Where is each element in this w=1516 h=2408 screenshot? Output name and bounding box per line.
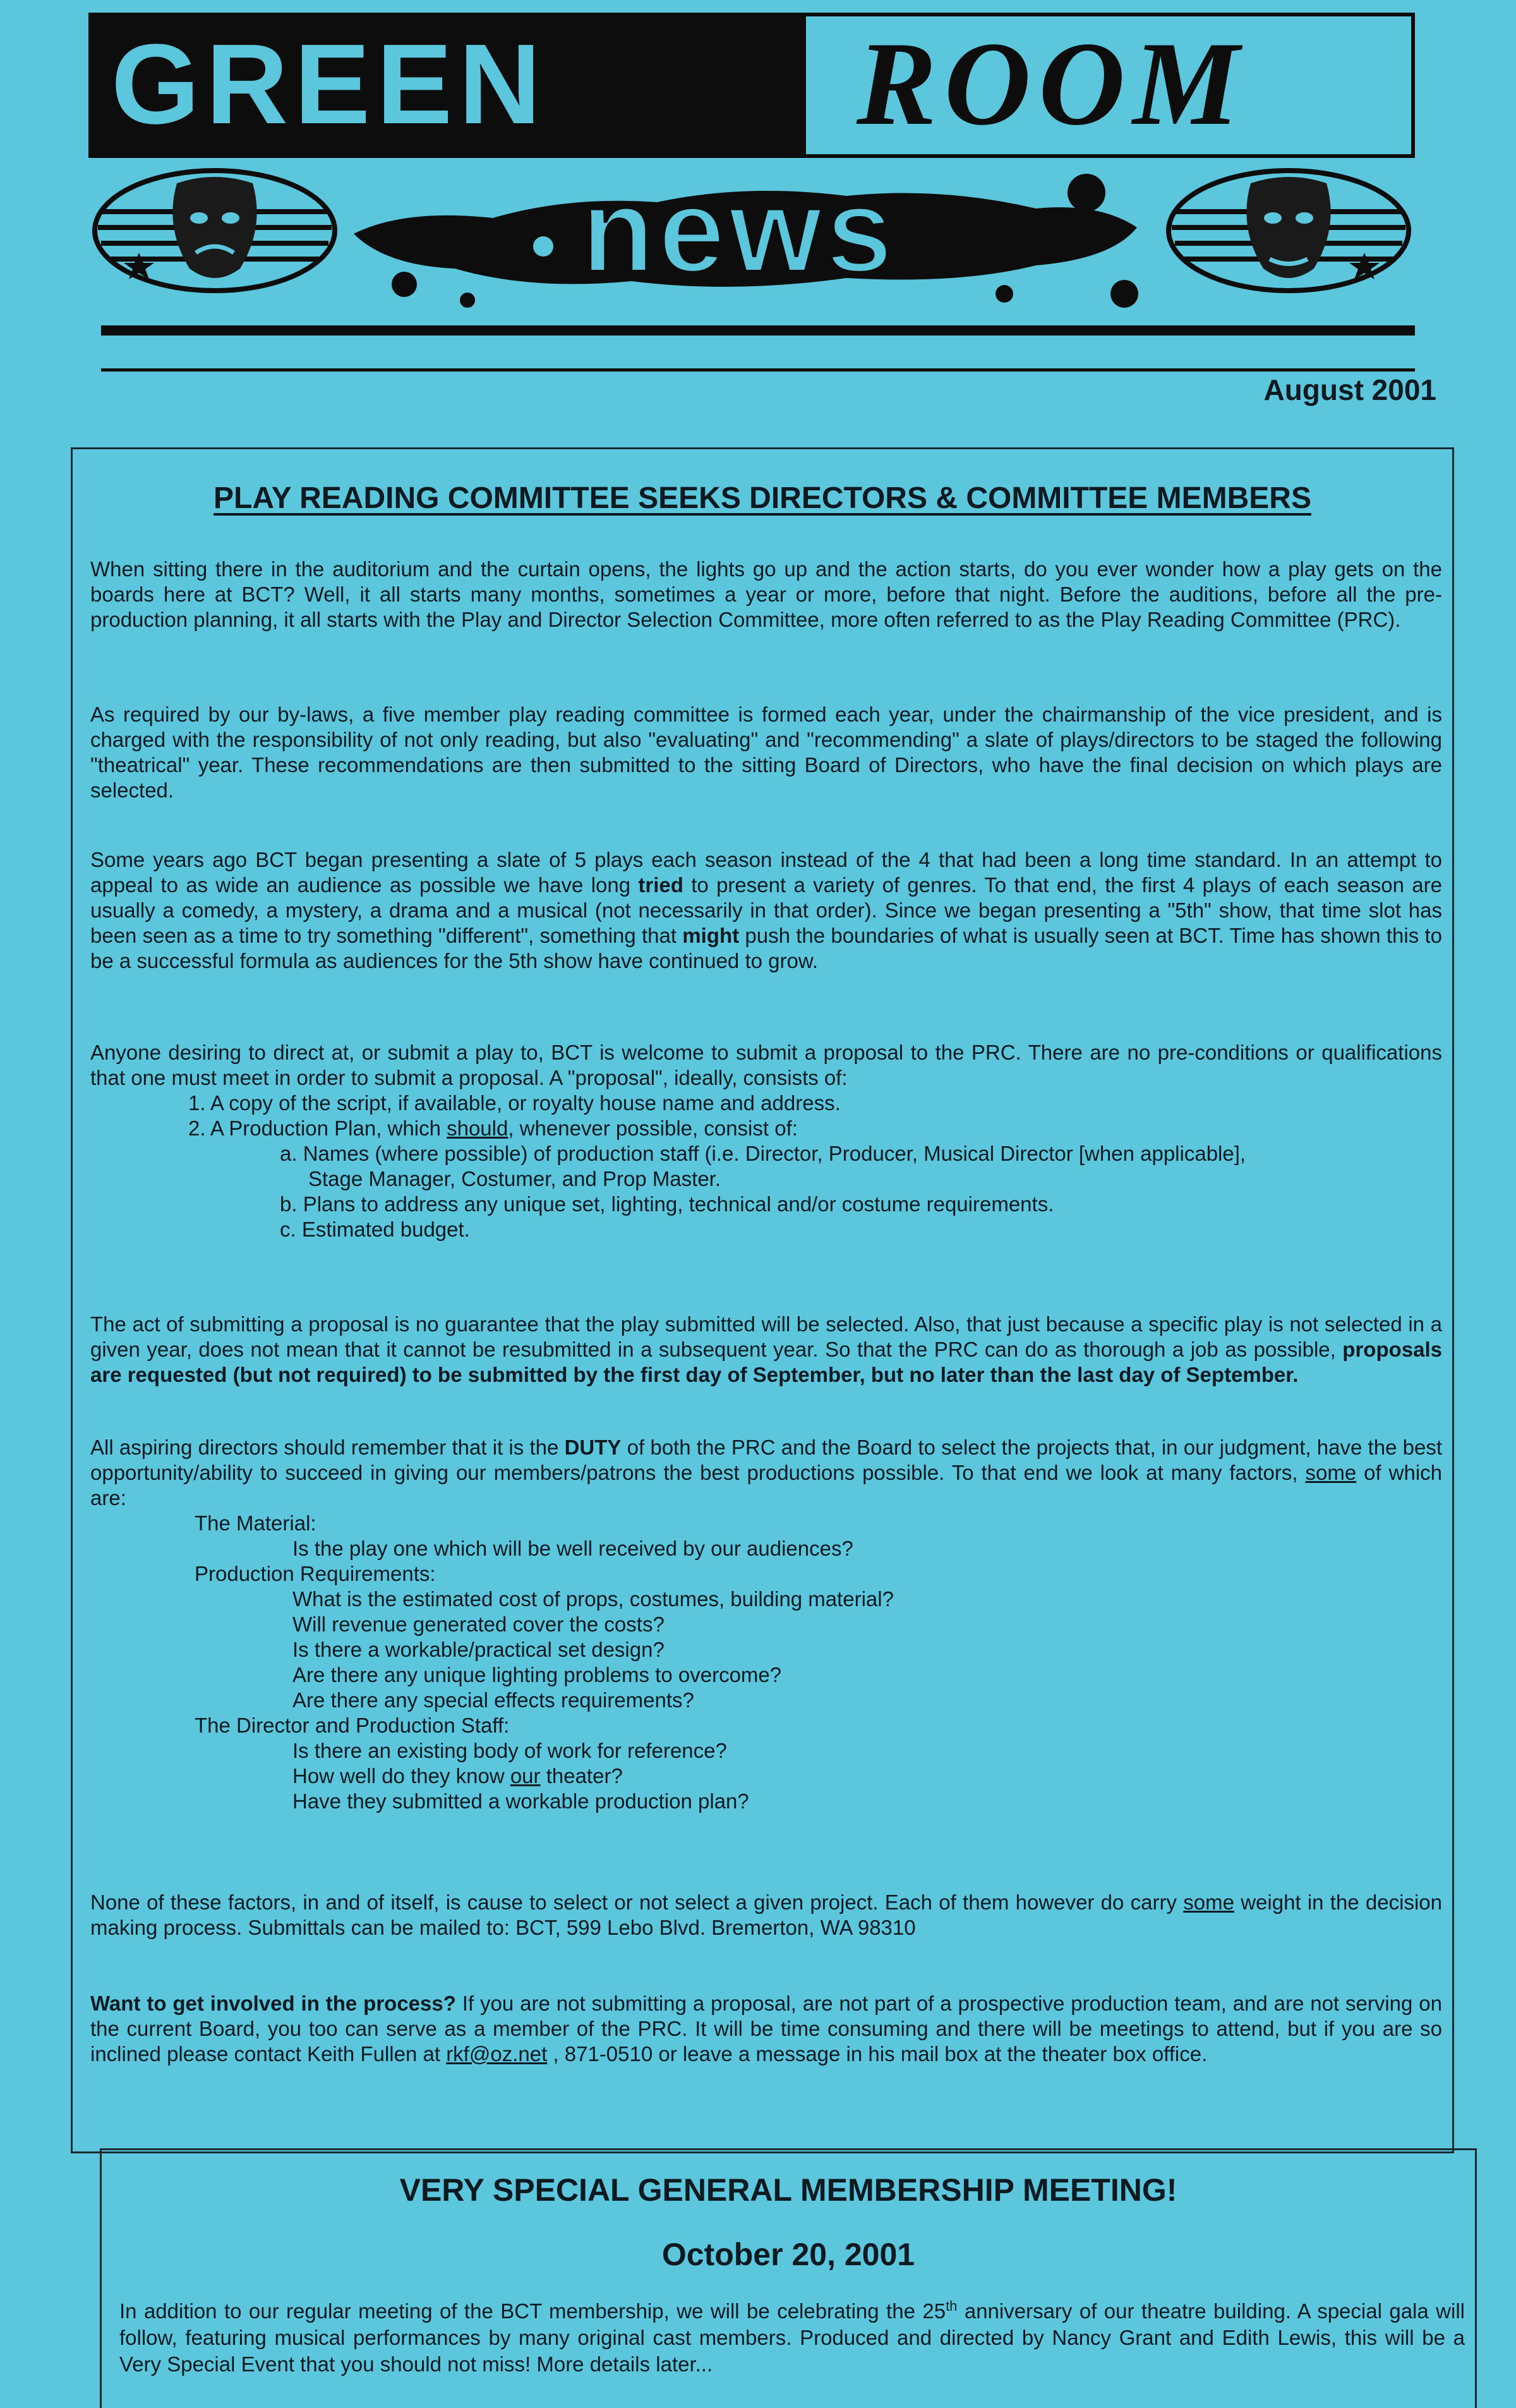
article1-headline: PLAY READING COMMITTEE SEEKS DIRECTORS & COMMITTEE MEMBERS	[214, 481, 1311, 515]
masthead-rule-thin	[101, 368, 1415, 372]
article1-paragraph-4: Anyone desiring to direct at, or submit a play to, BCT is welcome to submit a proposal to the PRC. There are no pre-conditions or qualifications that one must meet in order to submit a proposal. A "proposal", ideally, consists of: 1. A copy of the script, if available, or royalty house name and address. 2. A Production Plan, which should, whenever possible, consist of: a. Names (where possible) of production staff (i.e. Director, Producer, Musical Director [when applicable], Stage Manager, Costumer, and Prop Master. b. Plans to address any unique set, lighting, technical and/or costume requirements. c. Estimated budget.	[90, 1041, 1442, 1241]
proposal-item-2a: a. Names (where possible) of production staff (i.e. Director, Producer, Musical Director [when applicable],	[280, 1142, 1246, 1165]
factor-label-production: Production Requirements:	[195, 1562, 436, 1585]
masthead-word-green: GREEN	[111, 21, 548, 148]
factor-label-material: The Material:	[195, 1511, 316, 1535]
article-membership-meeting	[100, 2148, 1477, 2408]
theatre-masks-icon-right	[1169, 171, 1409, 291]
article1-paragraph-1: When sitting there in the auditorium and the curtain opens, the lights go up and the action starts, do you ever wonder how a play gets on the boards here at BCT? Well, it all starts many months, sometimes a year or more, before that night. Before the auditions, before all the pre-production planning, it all starts with the Play and Director Selection Committee, more often referred to as the Play Reading Committee (PRC).	[90, 557, 1442, 631]
masthead-rule-thick	[101, 325, 1415, 336]
article1-paragraph-8: Want to get involved in the process? If you are not submitting a proposal, are not part of a prospective production team, and are not serving on the current Board, you too can serve as a member of the PRC. It will be time consuming and there will be meetings to attend, but if you are so inclined please contact Keith Fullen at rkf@oz.net , 871-0510 or leave a message in his mail box at the theater box office.	[90, 1992, 1442, 2066]
article1-paragraph-6: All aspiring directors should remember that it is the DUTY of both the PRC and the Board to select the projects that, in our judgment, have the best opportunity/ability to succeed in giving our members/patrons the best productions possible. To that end we look at many factors, some of which are: The Material: Is the play one which will be well received by our audiences? Production Requirements: What is the estimated cost of props, costumes, building material? Will revenue generated cover the costs? Is there a workable/practical set design? Are there any unique lighting problems to overcome? Are there any special effects requirements? The Director and Production Staff: Is there an existing body of work for reference? How well do they know our theater? Have they submitted a workable production plan?	[90, 1436, 1443, 1813]
factor-label-staff: The Director and Production Staff:	[195, 1714, 510, 1737]
article-play-reading	[71, 447, 1454, 2153]
masthead-word-room: ROOM	[857, 18, 1248, 150]
masthead-news-row	[88, 158, 1415, 316]
article2-date: October 20, 2001	[661, 2237, 915, 2272]
proposal-item-2: 2. A Production Plan, which should, whenever possible, consist of:	[188, 1116, 798, 1140]
proposal-item-1: 1. A copy of the script, if available, or royalty house name and address.	[188, 1091, 841, 1115]
email-link[interactable]: rkf@oz.net	[446, 2042, 548, 2066]
proposal-item-2c: c. Estimated budget.	[280, 1218, 470, 1241]
article1-paragraph-5: The act of submitting a proposal is no guarantee that the play submitted will be selected. Also, that just because a specific play is not selected in a given year, does not mean that it cannot be resubmitted in a subsequent year. So that the PRC can do as thorough a job as possible, proposals are requested (but not required) to be submitted by the first day of September, but no later than the last day of September.	[90, 1312, 1442, 1386]
proposal-item-2b: b. Plans to address any unique set, lighting, technical and/or costume requirements.	[280, 1192, 1054, 1216]
issue-date: August 2001	[1263, 373, 1436, 406]
article2-body: In addition to our regular meeting of the BCT membership, we will be celebrating the 25th anniversary of our theatre building. A special gala will follow, featuring musical performances by many original cast members. Produced and directed by Nancy Grant and Edith Lewis, this will be a Very Special Event that you should not miss! More details later...	[119, 2298, 1465, 2376]
article1-paragraph-7: None of these factors, in and of itself, is cause to select or not select a given project. Each of them however do carry some weight in the decision making process. Submittals can be mailed to: BCT, 599 Lebo Blvd. Bremerton, WA 98310	[90, 1891, 1443, 1939]
article1-paragraph-3: Some years ago BCT began presenting a slate of 5 plays each season instead of the 4 that had been a long time standard. In an attempt to appeal to as wide an audience as possible we have long tried to present a variety of genres. To that end, the first 4 plays of each season are usually a comedy, a mystery, a drama and a musical (not necessarily in that order). Since we began presenting a "5th" show, that time slot has been seen as a time to try something "different", something that might push the boundaries of what is usually seen at BCT. Time has shown this to be a successful formula as audiences for the 5th show have continued to grow.	[90, 848, 1443, 972]
masthead-title	[88, 13, 1415, 158]
green-block	[92, 16, 806, 154]
article1-paragraph-2: As required by our by-laws, a five member play reading committee is formed each year, under the chairmanship of the vice president, and is charged with the responsibility of not only reading, but also "evaluating" and "recommending" a slate of plays/directors to be staged the following "theatrical" year. These recommendations are then submitted to the sitting Board of Directors, who have the final decision on which plays are selected.	[90, 703, 1442, 802]
masthead-word-news: news	[581, 164, 897, 298]
article2-headline: VERY SPECIAL GENERAL MEMBERSHIP MEETING!	[399, 2172, 1177, 2208]
theatre-masks-icon-left	[95, 171, 335, 291]
